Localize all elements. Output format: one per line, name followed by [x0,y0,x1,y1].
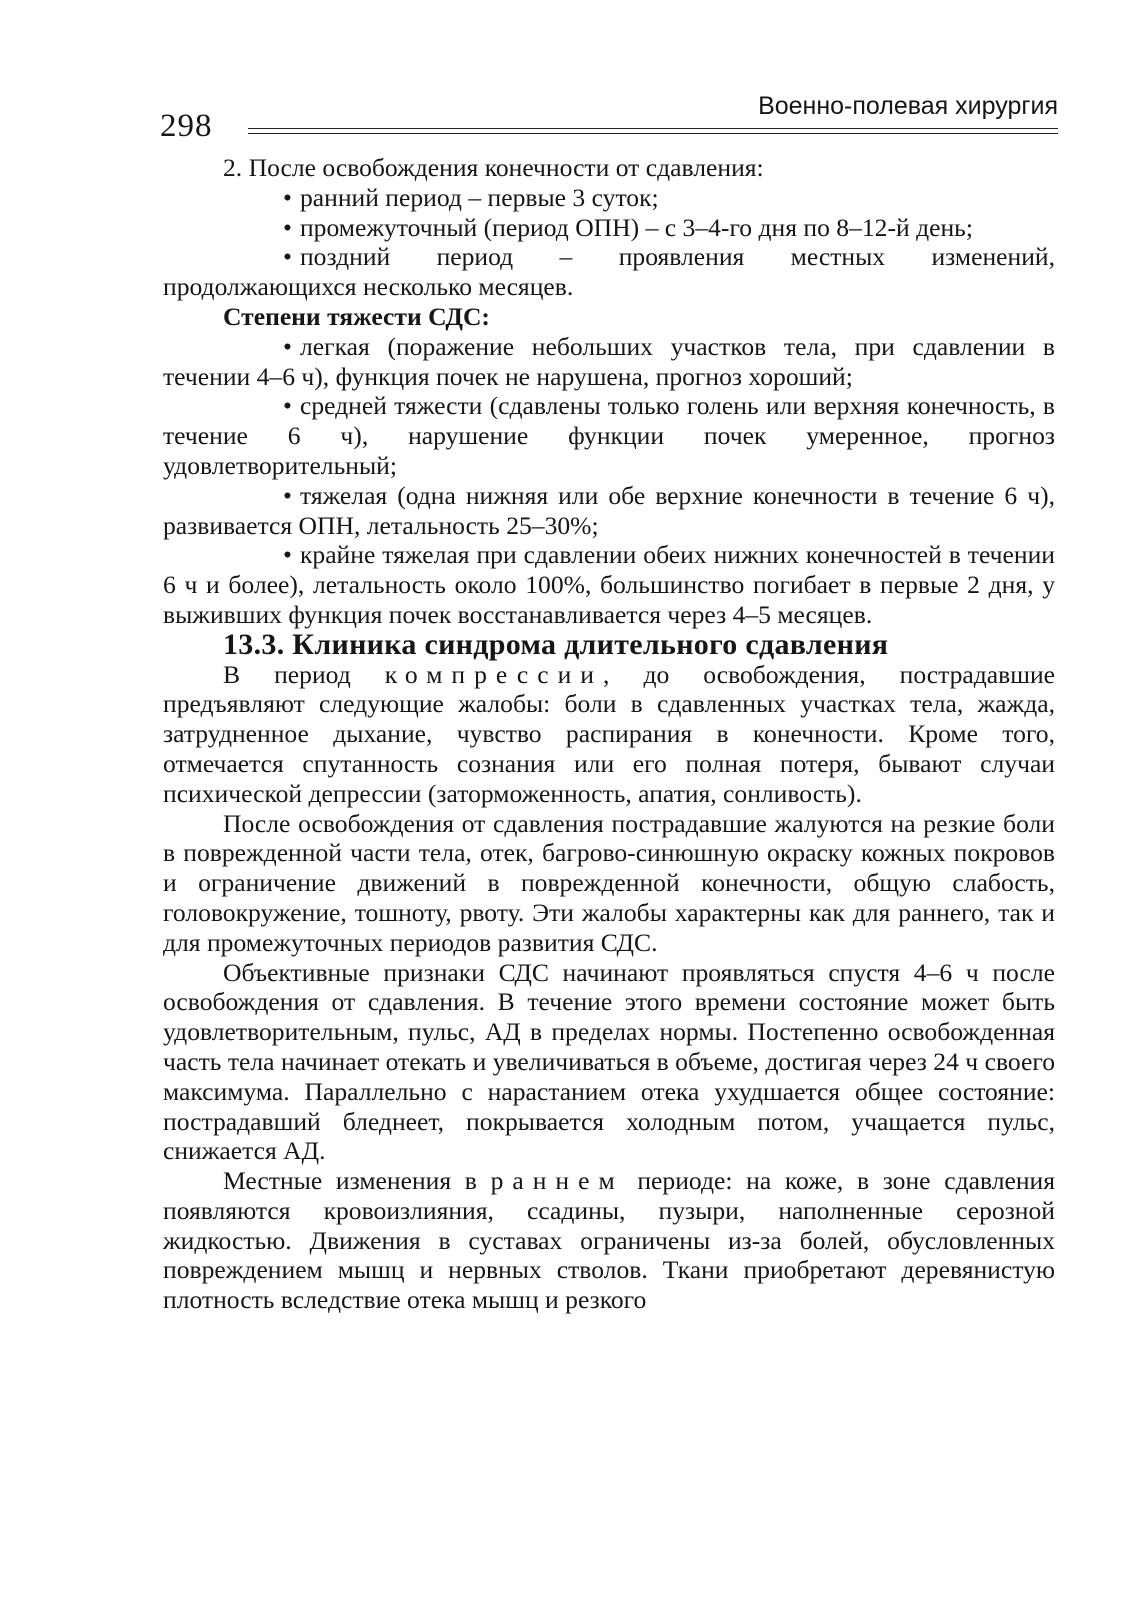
period-item [163,242,1055,302]
paragraph: Объективные признаки СДС начинают проявляться спустя 4–6 ч после освобождения от сдавления. В течение этого времени состояние может быть удовлетворительным, пульс, АД в пределах нормы. Постепенно освобожденная часть тела начинает отекать и увеличиваться в объеме, достигая через 24 ч своего максимума. Параллельно с нарастанием отека ухудшается общее состояние: пострадавший бледнеет, покрывается холодным потом, учащается пульс, снижается АД. [163,957,1055,1166]
section-title: 13.3. Клиника синдрома длительного сдавления [223,627,889,661]
paragraph-text: В период [223,659,385,689]
page-body [163,153,1055,1315]
header-rule [248,128,1058,129]
running-title: Военно-полевая хирургия [758,92,1058,120]
spaced-term: раннем [490,1166,624,1196]
severity-text: тяжелая (одна нижняя или обе верхние конечности в течение 6 ч), развивается ОПН, летальность 25–30%; [163,480,1055,540]
severity-item [163,332,1055,392]
period-text: поздний период – проявления местных изменений, продолжающихся несколько месяцев. [163,242,1055,302]
page-header [160,92,1058,152]
paragraph-text: , до освобождения, пострадавшие предъявляют следующие жалобы: боли в сдавленных участках тела, жажда, затрудненное дыхание, чувство распирания в конечности. Кроме того, отмечается спутанность сознания или его полная потеря, бывают случаи психической депрессии (заторможенность, апатия, сонливость). [163,659,1055,808]
period-text: промежуточный (период ОПН) – с 3–4-го дня по 8–12-й день; [299,212,973,242]
period-item [163,213,1055,243]
bullet-icon: • [283,391,292,421]
paragraph [163,660,1055,809]
severity-item [163,481,1055,541]
bullet-icon: • [283,480,292,510]
severity-item [163,391,1055,480]
header-rule [248,133,1058,134]
paragraph [163,1166,1055,1315]
period-item [163,183,1055,213]
severity-item [163,540,1055,629]
bullet-icon: • [283,242,292,272]
list-item-2: 2. После освобождения конечности от сдавления: [223,153,764,182]
bullet-icon: • [283,212,292,242]
severity-heading: Степени тяжести СДС: [223,301,490,331]
severity-text: крайне тяжелая при сдавлении обеих нижних конечностей в течении 6 ч и более), летальность около 100%, большинство погибает в первые 2 дня, у выживших функция почек восстанавливается через 4–5 месяцев. [163,540,1055,629]
severity-text: средней тяжести (сдавлены только голень или верхняя конечность, в течение 6 ч), нарушение функции почек умеренное, прогноз удовлетворительный; [163,391,1055,480]
spaced-term: компрессии [384,659,604,689]
bullet-icon: • [283,540,292,570]
bullet-icon: • [283,331,292,361]
paragraph-text: Местные изменения в [223,1166,491,1196]
paragraph: После освобождения от сдавления пострадавшие жалуются на резкие боли в поврежденной части тела, отек, багрово-синюшную окраску кожных покровов и ограничение движений в поврежденной конечности, общую слабость, головокружение, тошноту, рвоту. Эти жалобы характерны как для раннего, так и для промежуточных периодов развития СДС. [163,808,1055,957]
severity-text: легкая (поражение небольших участков тела, при сдавлении в течении 4–6 ч), функция почек не нарушена, прогноз хороший; [163,331,1055,391]
bullet-icon: • [283,182,292,212]
period-text: ранний период – первые 3 суток; [299,182,659,212]
page-number: 298 [160,108,213,144]
paragraph-text: периоде: на коже, в зоне сдавления появляются кровоизлияния, ссадины, пузыри, наполненные серозной жидкостью. Движения в суставах ограничены из-за болей, обусловленных повреждением мышц и нервных стволов. Ткани приобретают деревянистую плотность вследствие отека мышц и резкого [163,1166,1055,1315]
